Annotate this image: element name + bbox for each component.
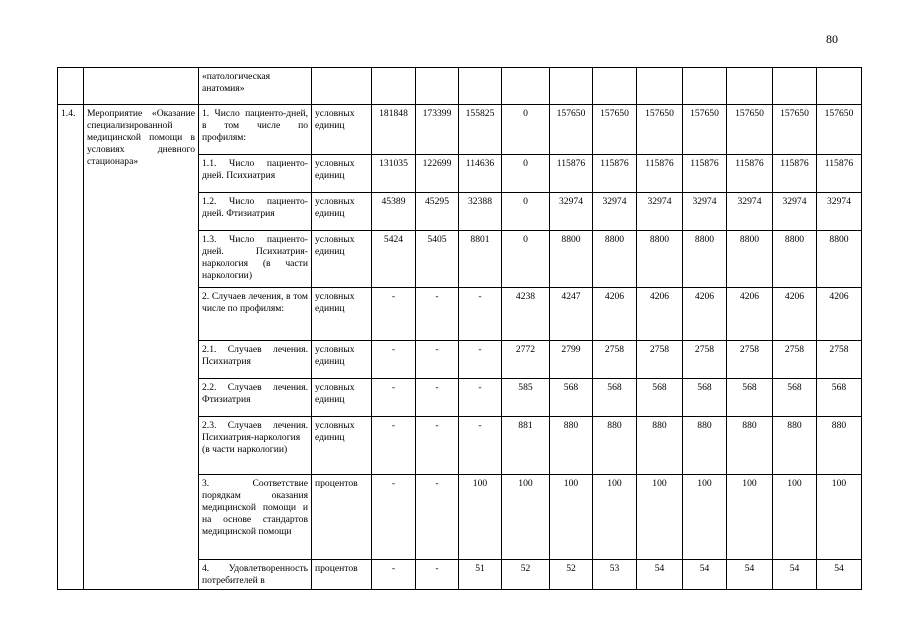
- value-cell: 52: [550, 560, 593, 590]
- value-cell: 54: [727, 560, 773, 590]
- value-cell: 53: [593, 560, 637, 590]
- value-cell: 0: [502, 155, 550, 193]
- value-cell: 32974: [727, 193, 773, 231]
- value-cell: 4206: [817, 288, 862, 341]
- value-cell: 2758: [817, 341, 862, 379]
- value-cell: 32974: [683, 193, 727, 231]
- value-cell: 568: [817, 379, 862, 417]
- value-cell: 8801: [459, 231, 502, 288]
- value-cell: 115876: [817, 155, 862, 193]
- value-cell: -: [372, 288, 416, 341]
- value-cell: 880: [683, 417, 727, 475]
- value-cell: 0: [502, 193, 550, 231]
- unit-cell: условных единиц: [312, 379, 372, 417]
- indicator-cell: 2. Случаев лечения, в том числе по профилям:: [199, 288, 312, 341]
- indicator-cell: 1.1. Число пациенто-дней. Психиатрия: [199, 155, 312, 193]
- indicator-cell: 2.3. Случаев лечения. Психиатрия-наркология (в части наркологии): [199, 417, 312, 475]
- value-cell: -: [416, 379, 459, 417]
- value-cell: [683, 68, 727, 105]
- value-cell: 4206: [637, 288, 683, 341]
- event-name-cell: [84, 68, 199, 105]
- value-cell: 8800: [637, 231, 683, 288]
- value-cell: 2758: [727, 341, 773, 379]
- table-row: [58, 105, 862, 155]
- value-cell: [817, 68, 862, 105]
- value-cell: -: [416, 560, 459, 590]
- value-cell: 8800: [550, 231, 593, 288]
- value-cell: 155825: [459, 105, 502, 155]
- value-cell: 54: [683, 560, 727, 590]
- value-cell: 100: [502, 475, 550, 560]
- unit-cell: условных единиц: [312, 341, 372, 379]
- value-cell: 100: [637, 475, 683, 560]
- value-cell: 568: [637, 379, 683, 417]
- value-cell: [502, 68, 550, 105]
- value-cell: 157650: [727, 105, 773, 155]
- value-cell: 173399: [416, 105, 459, 155]
- value-cell: 51: [459, 560, 502, 590]
- value-cell: [637, 68, 683, 105]
- value-cell: 131035: [372, 155, 416, 193]
- value-cell: 880: [773, 417, 817, 475]
- value-cell: 115876: [683, 155, 727, 193]
- event-name-cell: Мероприятие «Оказание специализированной медицинской помощи в условиях дневного стационара»: [84, 105, 199, 590]
- unit-cell: условных единиц: [312, 417, 372, 475]
- value-cell: 0: [502, 105, 550, 155]
- indicator-cell: 2.2. Случаев лечения. Фтизиатрия: [199, 379, 312, 417]
- value-cell: 157650: [637, 105, 683, 155]
- value-cell: -: [372, 560, 416, 590]
- value-cell: 54: [637, 560, 683, 590]
- value-cell: 568: [593, 379, 637, 417]
- value-cell: -: [416, 475, 459, 560]
- value-cell: 568: [727, 379, 773, 417]
- value-cell: -: [372, 475, 416, 560]
- value-cell: 181848: [372, 105, 416, 155]
- value-cell: 54: [817, 560, 862, 590]
- value-cell: 568: [683, 379, 727, 417]
- unit-cell: процентов: [312, 475, 372, 560]
- unit-cell: [312, 68, 372, 105]
- value-cell: 8800: [817, 231, 862, 288]
- page-number: 80: [826, 32, 838, 46]
- value-cell: -: [416, 341, 459, 379]
- value-cell: 8800: [593, 231, 637, 288]
- value-cell: 4206: [683, 288, 727, 341]
- value-cell: [727, 68, 773, 105]
- value-cell: 100: [683, 475, 727, 560]
- indicator-cell: 4. Удовлетворенность потребителей в: [199, 560, 312, 590]
- value-cell: 100: [773, 475, 817, 560]
- value-cell: 880: [637, 417, 683, 475]
- value-cell: -: [372, 379, 416, 417]
- value-cell: 32974: [773, 193, 817, 231]
- value-cell: 157650: [593, 105, 637, 155]
- indicator-cell: 1.2. Число пациенто-дней. Фтизиатрия: [199, 193, 312, 231]
- value-cell: [550, 68, 593, 105]
- indicator-table: [57, 67, 862, 590]
- value-cell: 54: [773, 560, 817, 590]
- value-cell: [593, 68, 637, 105]
- value-cell: 157650: [817, 105, 862, 155]
- unit-cell: условных единиц: [312, 288, 372, 341]
- value-cell: 4206: [593, 288, 637, 341]
- value-cell: 157650: [550, 105, 593, 155]
- value-cell: 585: [502, 379, 550, 417]
- value-cell: 32974: [550, 193, 593, 231]
- value-cell: 880: [593, 417, 637, 475]
- table-row: [58, 68, 862, 105]
- value-cell: 115876: [550, 155, 593, 193]
- value-cell: 8800: [683, 231, 727, 288]
- value-cell: 32388: [459, 193, 502, 231]
- value-cell: 100: [459, 475, 502, 560]
- value-cell: 2772: [502, 341, 550, 379]
- value-cell: 157650: [683, 105, 727, 155]
- value-cell: 880: [727, 417, 773, 475]
- value-cell: 100: [817, 475, 862, 560]
- unit-cell: условных единиц: [312, 193, 372, 231]
- value-cell: 880: [550, 417, 593, 475]
- value-cell: 100: [593, 475, 637, 560]
- indicator-cell: 3. Соответствие порядкам оказания медицинской помощи и на основе стандартов медицинской помощи: [199, 475, 312, 560]
- row-number-cell: 1.4.: [58, 105, 84, 590]
- value-cell: 32974: [817, 193, 862, 231]
- value-cell: 115876: [727, 155, 773, 193]
- unit-cell: условных единиц: [312, 231, 372, 288]
- value-cell: 4206: [727, 288, 773, 341]
- value-cell: -: [459, 379, 502, 417]
- value-cell: -: [459, 288, 502, 341]
- indicator-cell: «патологическая анатомия»: [199, 68, 312, 105]
- value-cell: 32974: [593, 193, 637, 231]
- value-cell: 4247: [550, 288, 593, 341]
- unit-cell: процентов: [312, 560, 372, 590]
- value-cell: 115876: [593, 155, 637, 193]
- value-cell: 100: [550, 475, 593, 560]
- value-cell: -: [416, 417, 459, 475]
- value-cell: 568: [773, 379, 817, 417]
- unit-cell: условных единиц: [312, 155, 372, 193]
- value-cell: 4206: [773, 288, 817, 341]
- value-cell: 8800: [727, 231, 773, 288]
- value-cell: 157650: [773, 105, 817, 155]
- value-cell: [416, 68, 459, 105]
- value-cell: 568: [550, 379, 593, 417]
- value-cell: 100: [727, 475, 773, 560]
- value-cell: 122699: [416, 155, 459, 193]
- value-cell: 115876: [773, 155, 817, 193]
- value-cell: 114636: [459, 155, 502, 193]
- value-cell: 5405: [416, 231, 459, 288]
- value-cell: -: [416, 288, 459, 341]
- indicator-cell: 2.1. Случаев лечения. Психиатрия: [199, 341, 312, 379]
- value-cell: 5424: [372, 231, 416, 288]
- value-cell: -: [459, 417, 502, 475]
- value-cell: 115876: [637, 155, 683, 193]
- value-cell: 45295: [416, 193, 459, 231]
- value-cell: -: [372, 417, 416, 475]
- value-cell: 2799: [550, 341, 593, 379]
- value-cell: 880: [817, 417, 862, 475]
- value-cell: 0: [502, 231, 550, 288]
- value-cell: 881: [502, 417, 550, 475]
- indicator-cell: 1. Число пациенто-дней, в том числе по профилям:: [199, 105, 312, 155]
- unit-cell: условных единиц: [312, 105, 372, 155]
- value-cell: 4238: [502, 288, 550, 341]
- value-cell: -: [459, 341, 502, 379]
- indicator-cell: 1.3. Число пациенто-дней. Психиатрия-наркология (в части наркологии): [199, 231, 312, 288]
- value-cell: [773, 68, 817, 105]
- value-cell: 52: [502, 560, 550, 590]
- value-cell: 32974: [637, 193, 683, 231]
- value-cell: 2758: [637, 341, 683, 379]
- value-cell: 2758: [593, 341, 637, 379]
- value-cell: 2758: [683, 341, 727, 379]
- value-cell: [459, 68, 502, 105]
- row-number-cell: [58, 68, 84, 105]
- value-cell: [372, 68, 416, 105]
- value-cell: 8800: [773, 231, 817, 288]
- value-cell: 2758: [773, 341, 817, 379]
- value-cell: -: [372, 341, 416, 379]
- value-cell: 45389: [372, 193, 416, 231]
